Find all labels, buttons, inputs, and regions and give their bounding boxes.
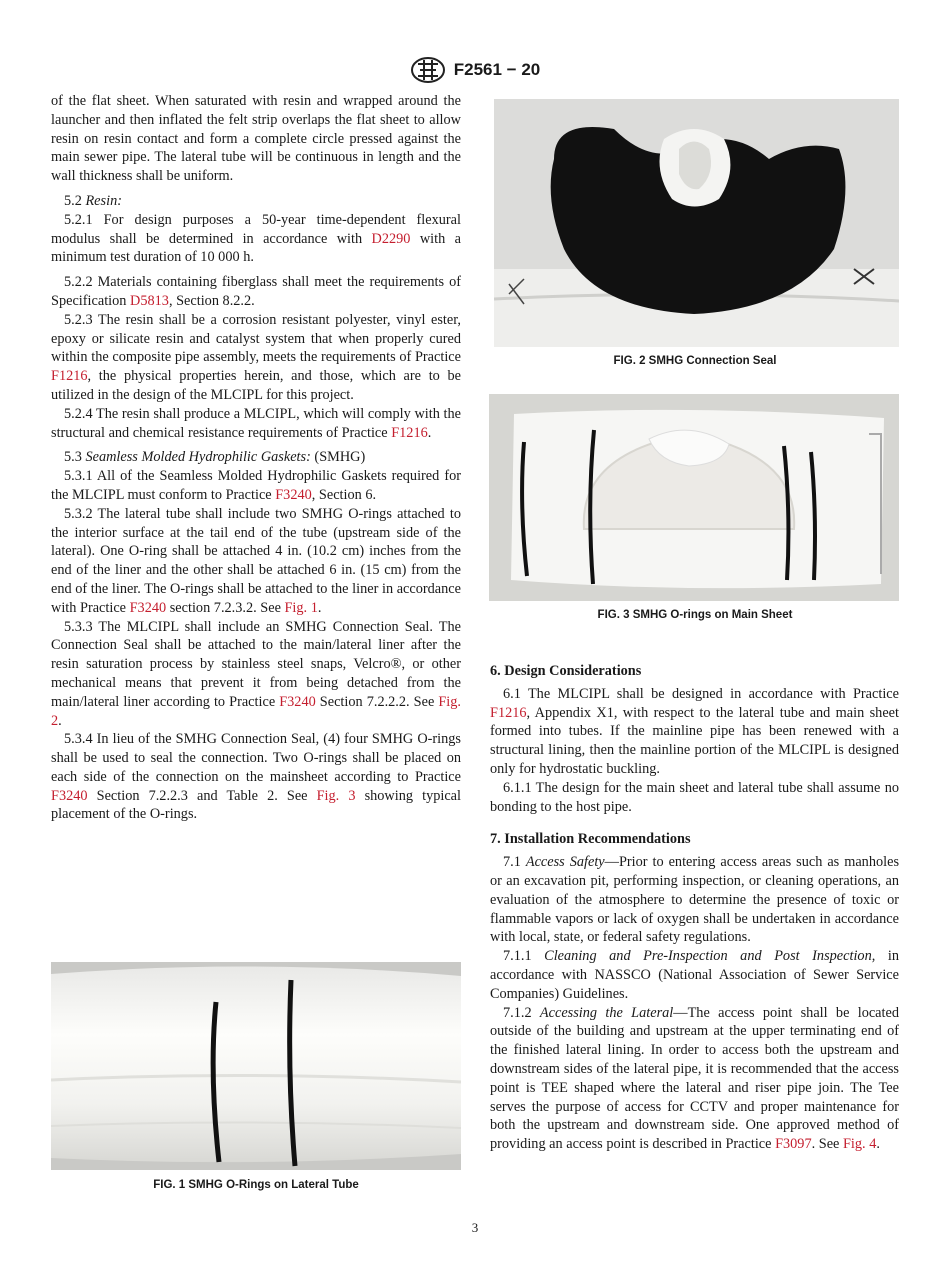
figure-3-image bbox=[489, 394, 899, 601]
reference-link[interactable]: F1216 bbox=[391, 424, 428, 441]
section-5-3-4 bbox=[51, 730, 461, 824]
section-title: Access Safety bbox=[525, 854, 605, 871]
section-title: Seamless Molded Hydrophilic Gaskets: bbox=[85, 449, 311, 466]
section-5-3-heading bbox=[51, 448, 461, 467]
section-title: Resin: bbox=[85, 192, 122, 209]
text: in accordance with NASSCO (National Association of Sewer Service Companies) Guidelines. bbox=[490, 948, 900, 1002]
text: . bbox=[317, 599, 322, 616]
text: , Section 8.2.2. bbox=[168, 292, 255, 309]
section-5-2-1 bbox=[51, 211, 461, 267]
text: 5.3.2 The lateral tube shall include two SMHG O-rings attached to the interior surface at the tail end of the tube (upstream side of the lateral). One O-ring shall be attached 4 in. (10.2 cm) inches from the end of the liner and the other shall be attached 6 in. (15 cm) from the end of the liner. The O-rings shall be attached to the liner in accordance with Practice bbox=[51, 505, 461, 616]
section-7-heading: 7. Installation Recommendations bbox=[490, 831, 691, 848]
figure-link[interactable]: Fig. 1 bbox=[284, 599, 318, 616]
standard-designation: F2561 − 20 bbox=[453, 60, 541, 79]
page-number: 3 bbox=[471, 1220, 479, 1235]
reference-link[interactable]: D2290 bbox=[371, 230, 411, 247]
figure-3-caption: FIG. 3 SMHG O-rings on Main Sheet bbox=[597, 609, 793, 621]
figure-2-image bbox=[494, 99, 899, 347]
text: . bbox=[58, 712, 62, 729]
text: , the physical properties herein, and those, which are to be utilized in the design of the MLCIPL for this project. bbox=[51, 368, 461, 403]
text: . See bbox=[811, 1136, 843, 1153]
main-sheet-photo bbox=[489, 394, 899, 601]
text: 5.3.3 The MLCIPL shall include an SMHG Connection Seal. The Connection Seal shall be attached to the main/lateral liner after the resin saturation process by stainless steel snaps, Velcro®, or other mechanical means that prevent it from being detached from the main/lateral liner according to Practice bbox=[51, 618, 461, 710]
section-number: 7.1 bbox=[503, 854, 521, 871]
reference-link[interactable]: F3240 bbox=[129, 599, 167, 616]
text: . bbox=[427, 424, 432, 441]
text: with a minimum test duration of 10 000 h. bbox=[51, 230, 461, 266]
section-number: 7.1.2 bbox=[503, 1004, 532, 1021]
left-column bbox=[51, 92, 461, 824]
section-title: Accessing the Lateral bbox=[539, 1004, 674, 1021]
figure-1-image bbox=[51, 962, 461, 1170]
figure-1-caption: FIG. 1 SMHG O-Rings on Lateral Tube bbox=[153, 1179, 359, 1191]
section-5-3-2 bbox=[51, 505, 461, 618]
reference-link[interactable]: F3240 bbox=[51, 787, 88, 804]
text: section 7.2.3.2. See bbox=[166, 599, 285, 616]
reference-link[interactable]: F1216 bbox=[51, 368, 88, 385]
figure-link[interactable]: Fig. 4 bbox=[842, 1136, 877, 1153]
section-6-1-1: 6.1.1 The design for the main sheet and lateral tube shall assume no bonding to the host pipe. bbox=[490, 779, 899, 815]
text: showing typical placement of the O-rings. bbox=[51, 787, 462, 823]
section-5-3-1 bbox=[51, 467, 461, 505]
section-7-1-1 bbox=[490, 947, 899, 1003]
text: Section 7.2.2.2. See bbox=[315, 693, 439, 710]
section-5-2-heading bbox=[51, 192, 461, 211]
text: 5.2.4 The resin shall produce a MLCIPL, which will comply with the structural and chemical resistance requirements of Practice bbox=[51, 405, 461, 441]
reference-link[interactable]: F3240 bbox=[275, 486, 312, 503]
connection-seal-photo bbox=[494, 99, 899, 347]
text: (SMHG) bbox=[310, 449, 366, 466]
lateral-tube-photo bbox=[51, 962, 461, 1170]
section-number: 5.3 bbox=[64, 449, 82, 466]
text: , Appendix X1, with respect to the lateral tube and main sheet formed into tubes. If the mainline pipe has been renewed with a structural lining, then the mainline portion of the MLCIPL is designed only for hydrostatic buckling. bbox=[490, 704, 899, 777]
figure-2-caption: FIG. 2 SMHG Connection Seal bbox=[613, 355, 777, 367]
text: Section 7.2.2.3 and Table 2. See bbox=[87, 787, 317, 804]
section-6-1 bbox=[490, 685, 899, 779]
text: 5.2.3 The resin shall be a corrosion resistant polyester, vinyl ester, epoxy or silicate resin and catalyst system that when properly cured within the composite pipe assembly, meets the requirements of Practice bbox=[51, 311, 461, 366]
section-5-3-3 bbox=[51, 618, 461, 731]
text: 5.2.2 Materials containing fiberglass shall meet the requirements of Specification bbox=[51, 274, 461, 309]
section-5-2-2 bbox=[51, 273, 461, 311]
section-5-2-3 bbox=[51, 311, 461, 405]
text: 5.3.4 In lieu of the SMHG Connection Seal, (4) four SMHG O-rings shall be used to seal the connection. Two O-rings shall be placed on each side of the connection on the mainsheet according to Practice bbox=[51, 731, 461, 785]
text: 5.3.1 All of the Seamless Molded Hydrophilic Gaskets required for the MLCIPL must conform to Practice bbox=[51, 468, 461, 503]
text: of the flat sheet. When saturated with resin and wrapped around the launcher and then inflated the felt strip overlaps the flat sheet to allow resin on resin contact and form a complete circle pressed against the main sewer pipe. The lateral tube will be continuous in length and the wall thickness shall be uniform. bbox=[51, 93, 461, 185]
text: —Prior to entering access areas such as manholes or an excavation pit, performing inspection, or cleaning operations, an evaluation of the atmosphere to determine the presence of toxic or flammable vapors or lack of oxygen shall be undertaken in accordance with local, state, or federal safety regulations. bbox=[490, 854, 900, 946]
section-7-1-2 bbox=[490, 1004, 899, 1154]
reference-link[interactable]: F3097 bbox=[775, 1136, 812, 1153]
section-number: 5.2 bbox=[64, 192, 82, 209]
section-7-1 bbox=[490, 853, 899, 947]
reference-link[interactable]: F1216 bbox=[490, 704, 527, 721]
astm-logo-icon bbox=[410, 56, 446, 84]
section-number: 7.1.1 bbox=[503, 948, 532, 965]
page-header bbox=[0, 56, 950, 84]
section-5-2-4 bbox=[51, 405, 461, 443]
section-title: Cleaning and Pre-Inspection and Post Inspection, bbox=[544, 948, 876, 965]
section-6-heading: 6. Design Considerations bbox=[490, 663, 642, 679]
reference-link[interactable]: D5813 bbox=[130, 292, 169, 309]
text: , Section 6. bbox=[311, 486, 377, 503]
text: —The access point shall be located outside of the building and upstream at the upper terminating end of the finished lateral lining. In order to access both the upstream and downstream sides of the lateral pipe, it is recommended that the access point is TEE shaped where the lateral and riser pipe join. The Tee serves the purpose of access for CCTV and proper maintenance for both the upstream and downstream side. One approved method of providing an access point is described in Practice bbox=[490, 1004, 899, 1153]
text: 6.1 The MLCIPL shall be designed in accordance with Practice bbox=[503, 685, 899, 702]
figure-link[interactable]: Fig. 3 bbox=[316, 787, 356, 804]
text: 5.2.1 For design purposes a 50-year time-dependent flexural modulus shall be determined in accordance with bbox=[51, 211, 461, 247]
reference-link[interactable]: F3240 bbox=[279, 693, 316, 710]
right-column bbox=[490, 662, 899, 1154]
text: . bbox=[876, 1136, 880, 1153]
paragraph-continuation bbox=[51, 92, 461, 186]
figure-link[interactable]: Fig. 2 bbox=[51, 693, 461, 729]
